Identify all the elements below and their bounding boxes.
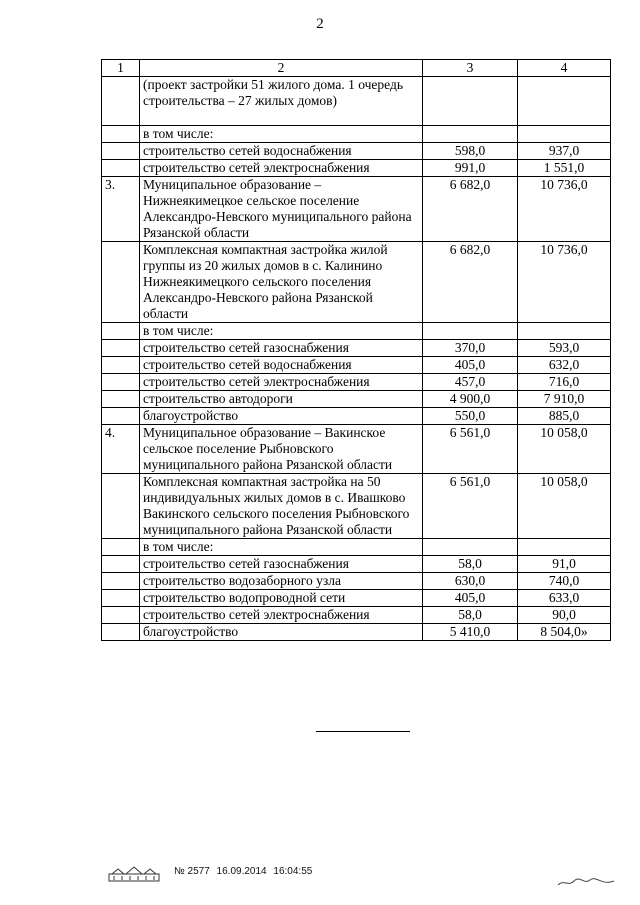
- header-col-3: 3: [423, 60, 518, 77]
- row-value-col-4: 91,0: [518, 556, 611, 573]
- row-value-col-4: [518, 126, 611, 143]
- row-description: Комплексная компактная застройка жилой группы из 20 жилых домов в с. Калинино Нижнеякимецкого сельского поселения Александро-Невского района Рязанской области: [140, 242, 423, 323]
- archive-stamp-icon: [108, 865, 160, 883]
- row-value-col-3: 58,0: [423, 607, 518, 624]
- row-description: Комплексная компактная застройка на 50 индивидуальных жилых домов в с. Ивашково Вакинского сельского поселения Рыбновского муниципального района Рязанской области: [140, 474, 423, 539]
- page-number: 2: [316, 16, 324, 32]
- row-value-col-3: [423, 126, 518, 143]
- table-row: [102, 357, 611, 374]
- row-value-col-4: 8 504,0»: [518, 624, 611, 641]
- row-value-col-3: 58,0: [423, 556, 518, 573]
- row-description: строительство сетей газоснабжения: [140, 556, 423, 573]
- row-value-col-4: 10 736,0: [518, 177, 611, 242]
- row-value-col-4: 10 058,0: [518, 474, 611, 539]
- row-number: [102, 391, 140, 408]
- header-col-2: 2: [140, 60, 423, 77]
- row-value-col-3: 6 682,0: [423, 177, 518, 242]
- row-value-col-3: 4 900,0: [423, 391, 518, 408]
- row-value-col-4: 937,0: [518, 143, 611, 160]
- table-row: [102, 391, 611, 408]
- row-number: [102, 160, 140, 177]
- row-number: [102, 607, 140, 624]
- row-value-col-4: 10 058,0: [518, 425, 611, 474]
- row-value-col-3: 5 410,0: [423, 624, 518, 641]
- table-row: [102, 474, 611, 539]
- row-description: благоустройство: [140, 624, 423, 641]
- row-description: строительство сетей водоснабжения: [140, 357, 423, 374]
- row-description: Муниципальное образование – Вакинское сельское поселение Рыбновского муниципального района Рязанской области: [140, 425, 423, 474]
- row-value-col-4: [518, 323, 611, 340]
- row-value-col-4: 7 910,0: [518, 391, 611, 408]
- row-number: [102, 573, 140, 590]
- header-col-1: 1: [102, 60, 140, 77]
- table-row: [102, 177, 611, 242]
- row-value-col-4: 716,0: [518, 374, 611, 391]
- row-number: [102, 143, 140, 160]
- row-value-col-3: 457,0: [423, 374, 518, 391]
- table-row: [102, 624, 611, 641]
- table-row: [102, 590, 611, 607]
- row-value-col-4: [518, 539, 611, 556]
- row-description: строительство автодороги: [140, 391, 423, 408]
- row-number: [102, 590, 140, 607]
- closing-divider: [316, 731, 410, 732]
- table-row: [102, 160, 611, 177]
- table-row: [102, 340, 611, 357]
- row-number: [102, 340, 140, 357]
- header-row: [102, 60, 611, 77]
- doc-date: 16.09.2014: [216, 866, 267, 877]
- row-description: благоустройство: [140, 408, 423, 425]
- handwritten-mark-icon: [556, 875, 616, 889]
- row-number: [102, 242, 140, 323]
- row-number: [102, 556, 140, 573]
- row-value-col-4: 632,0: [518, 357, 611, 374]
- table-row: [102, 408, 611, 425]
- doc-time: 16:04:55: [273, 866, 313, 877]
- row-value-col-4: 10 736,0: [518, 242, 611, 323]
- table-row: [102, 556, 611, 573]
- row-number: [102, 408, 140, 425]
- row-description: (проект застройки 51 жилого дома. 1 очередь строительства – 27 жилых домов): [140, 77, 423, 126]
- row-number: [102, 357, 140, 374]
- row-description: строительство водопроводной сети: [140, 590, 423, 607]
- table-row: [102, 374, 611, 391]
- row-description: строительство водозаборного узла: [140, 573, 423, 590]
- table-row: [102, 425, 611, 474]
- table-row: [102, 573, 611, 590]
- row-number: [102, 126, 140, 143]
- header-col-4: 4: [518, 60, 611, 77]
- row-value-col-3: 6 561,0: [423, 474, 518, 539]
- row-value-col-4: 90,0: [518, 607, 611, 624]
- table-row: [102, 143, 611, 160]
- row-description: в том числе:: [140, 323, 423, 340]
- row-value-col-3: 370,0: [423, 340, 518, 357]
- row-value-col-3: 405,0: [423, 357, 518, 374]
- row-description: строительство сетей газоснабжения: [140, 340, 423, 357]
- table-row: [102, 323, 611, 340]
- row-value-col-3: [423, 323, 518, 340]
- row-value-col-4: 633,0: [518, 590, 611, 607]
- row-description: строительство сетей электроснабжения: [140, 607, 423, 624]
- doc-number: № 2577: [174, 866, 210, 877]
- row-value-col-4: 1 551,0: [518, 160, 611, 177]
- budget-table: [101, 59, 611, 641]
- row-value-col-4: 740,0: [518, 573, 611, 590]
- row-value-col-3: [423, 77, 518, 126]
- row-description: строительство сетей электроснабжения: [140, 374, 423, 391]
- row-value-col-3: 991,0: [423, 160, 518, 177]
- row-value-col-3: 598,0: [423, 143, 518, 160]
- table-row: [102, 607, 611, 624]
- row-number: [102, 323, 140, 340]
- row-value-col-3: [423, 539, 518, 556]
- row-number: 4.: [102, 425, 140, 474]
- row-number: 3.: [102, 177, 140, 242]
- row-description: в том числе:: [140, 126, 423, 143]
- row-value-col-3: 405,0: [423, 590, 518, 607]
- row-description: строительство сетей электроснабжения: [140, 160, 423, 177]
- row-number: [102, 539, 140, 556]
- table-row: [102, 77, 611, 126]
- row-value-col-3: 550,0: [423, 408, 518, 425]
- row-description: Муниципальное образование – Нижнеякимецкое сельское поселение Александро-Невского муниципального района Рязанской области: [140, 177, 423, 242]
- row-number: [102, 77, 140, 126]
- row-value-col-4: [518, 77, 611, 126]
- row-number: [102, 474, 140, 539]
- row-number: [102, 624, 140, 641]
- document-registration-stamp: [174, 866, 316, 877]
- row-value-col-3: 6 561,0: [423, 425, 518, 474]
- row-description: строительство сетей водоснабжения: [140, 143, 423, 160]
- table-row: [102, 539, 611, 556]
- row-value-col-4: 885,0: [518, 408, 611, 425]
- row-value-col-4: 593,0: [518, 340, 611, 357]
- row-description: в том числе:: [140, 539, 423, 556]
- row-value-col-3: 630,0: [423, 573, 518, 590]
- table-row: [102, 126, 611, 143]
- row-value-col-3: 6 682,0: [423, 242, 518, 323]
- table-row: [102, 242, 611, 323]
- row-number: [102, 374, 140, 391]
